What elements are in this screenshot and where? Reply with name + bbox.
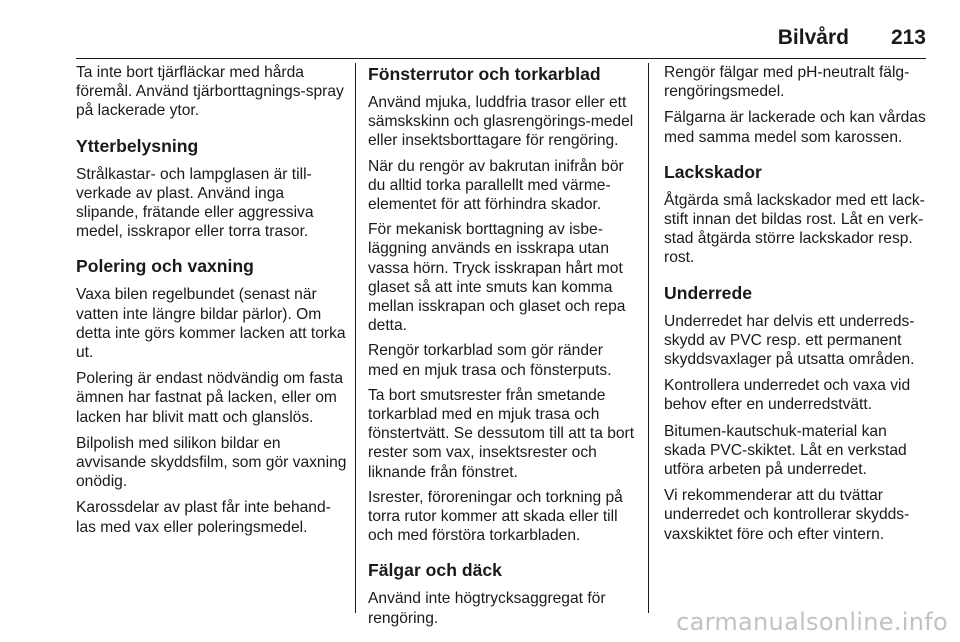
heading-ytterbelysning: Ytterbelysning	[76, 135, 199, 156]
column-2	[368, 63, 636, 634]
paragraph: När du rengör av bakrutan inifrån bör du alltid torka parallellt med värme-elementet för att förhindra skador.	[368, 157, 624, 214]
paragraph: Ta bort smutsrester från smetande torkarblad med en mjuk trasa och fönstertvätt. Se dessutom till att ta bort rester som vax, insektsrester och liknande från fönstret.	[368, 386, 635, 481]
header-rule	[76, 58, 926, 59]
column-1	[76, 63, 348, 544]
paragraph: Polering är endast nödvändig om fasta ämnen har fastnat på lacken, eller om lacken har blivit matt och glanslös.	[76, 370, 343, 426]
paragraph: Rengör fälgar med pH-neutralt fälg-rengöringsmedel.	[664, 64, 910, 101]
page-number: 213	[890, 26, 926, 49]
paragraph: Strålkastar- och lampglasen är till-verkade av plast. Använd inga slipande, frätande eller aggressiva medel, isskrapor eller torra trasor.	[76, 165, 314, 241]
paragraph: Fälgarna är lackerade och kan vårdas med samma medel som karossen.	[664, 109, 926, 146]
paragraph: Åtgärda små lackskador med ett lack-stift innan det bildas rost. Låt en verk-stad åtgärda större lackskador resp. rost.	[664, 191, 925, 267]
paragraph: Använd mjuka, luddfria trasor eller ett sämskskinn och glasrengörings-medel eller insektsborttagare för rengöring.	[368, 94, 634, 150]
column-divider	[648, 63, 649, 613]
paragraph: Vi rekommenderar att du tvättar underredet och kontrollerar skydds-vaxskiktet före och efter vintern.	[664, 487, 910, 543]
section-title: Bilvård	[777, 26, 849, 49]
paragraph: Isrester, föroreningar och torkning på torra rutor kommer att skada eller till och med förstöra torkarbladen.	[368, 488, 623, 545]
paragraph: Kontrollera underredet och vaxa vid behov efter en underredstvätt.	[664, 377, 911, 414]
paragraph: Bitumen-kautschuk-material kan skada PVC-skiktet. Låt en verkstad utföra arbeten på underredet.	[664, 422, 907, 479]
heading-falgar: Fälgar och däck	[368, 560, 502, 581]
paragraph: Bilpolish med silikon bildar en avvisande skyddsfilm, som gör vaxning onödig.	[76, 434, 347, 491]
paragraph: För mekanisk borttagning av isbe-läggning används en isskrapa utan vassa hörn. Tryck isskrapan hårt mot glaset så att inte smuts kan komma mellan isskrapan och glaset och repa detta.	[368, 221, 626, 335]
heading-fonsterrutor: Fönsterrutor och torkarblad	[368, 64, 601, 84]
page-header	[778, 26, 926, 50]
heading-lackskador: Lackskador	[664, 161, 762, 182]
watermark: carmanualsonline.info	[676, 608, 948, 636]
paragraph: Karossdelar av plast får inte behand-las med vax eller poleringsmedel.	[76, 499, 331, 536]
column-3	[664, 63, 932, 551]
paragraph: Rengör torkarblad som gör ränder med en mjuk trasa och fönsterputs.	[368, 342, 612, 379]
column-divider	[355, 63, 356, 613]
paragraph: Använd inte högtrycksaggregat för rengöring.	[368, 590, 606, 627]
heading-underrede: Underrede	[664, 282, 752, 303]
paragraph: Underredet har delvis ett underreds-skydd av PVC resp. ett permanent skyddsvaxlager på utsatta områden.	[664, 312, 915, 369]
heading-polering: Polering och vaxning	[76, 256, 254, 277]
paragraph: Ta inte bort tjärfläckar med hårda föremål. Använd tjärborttagnings-spray på lackerade ytor.	[76, 64, 344, 120]
paragraph: Vaxa bilen regelbundet (senast när vatten inte längre bildar pärlor). Om detta inte görs kommer lacken att torka ut.	[76, 286, 346, 362]
